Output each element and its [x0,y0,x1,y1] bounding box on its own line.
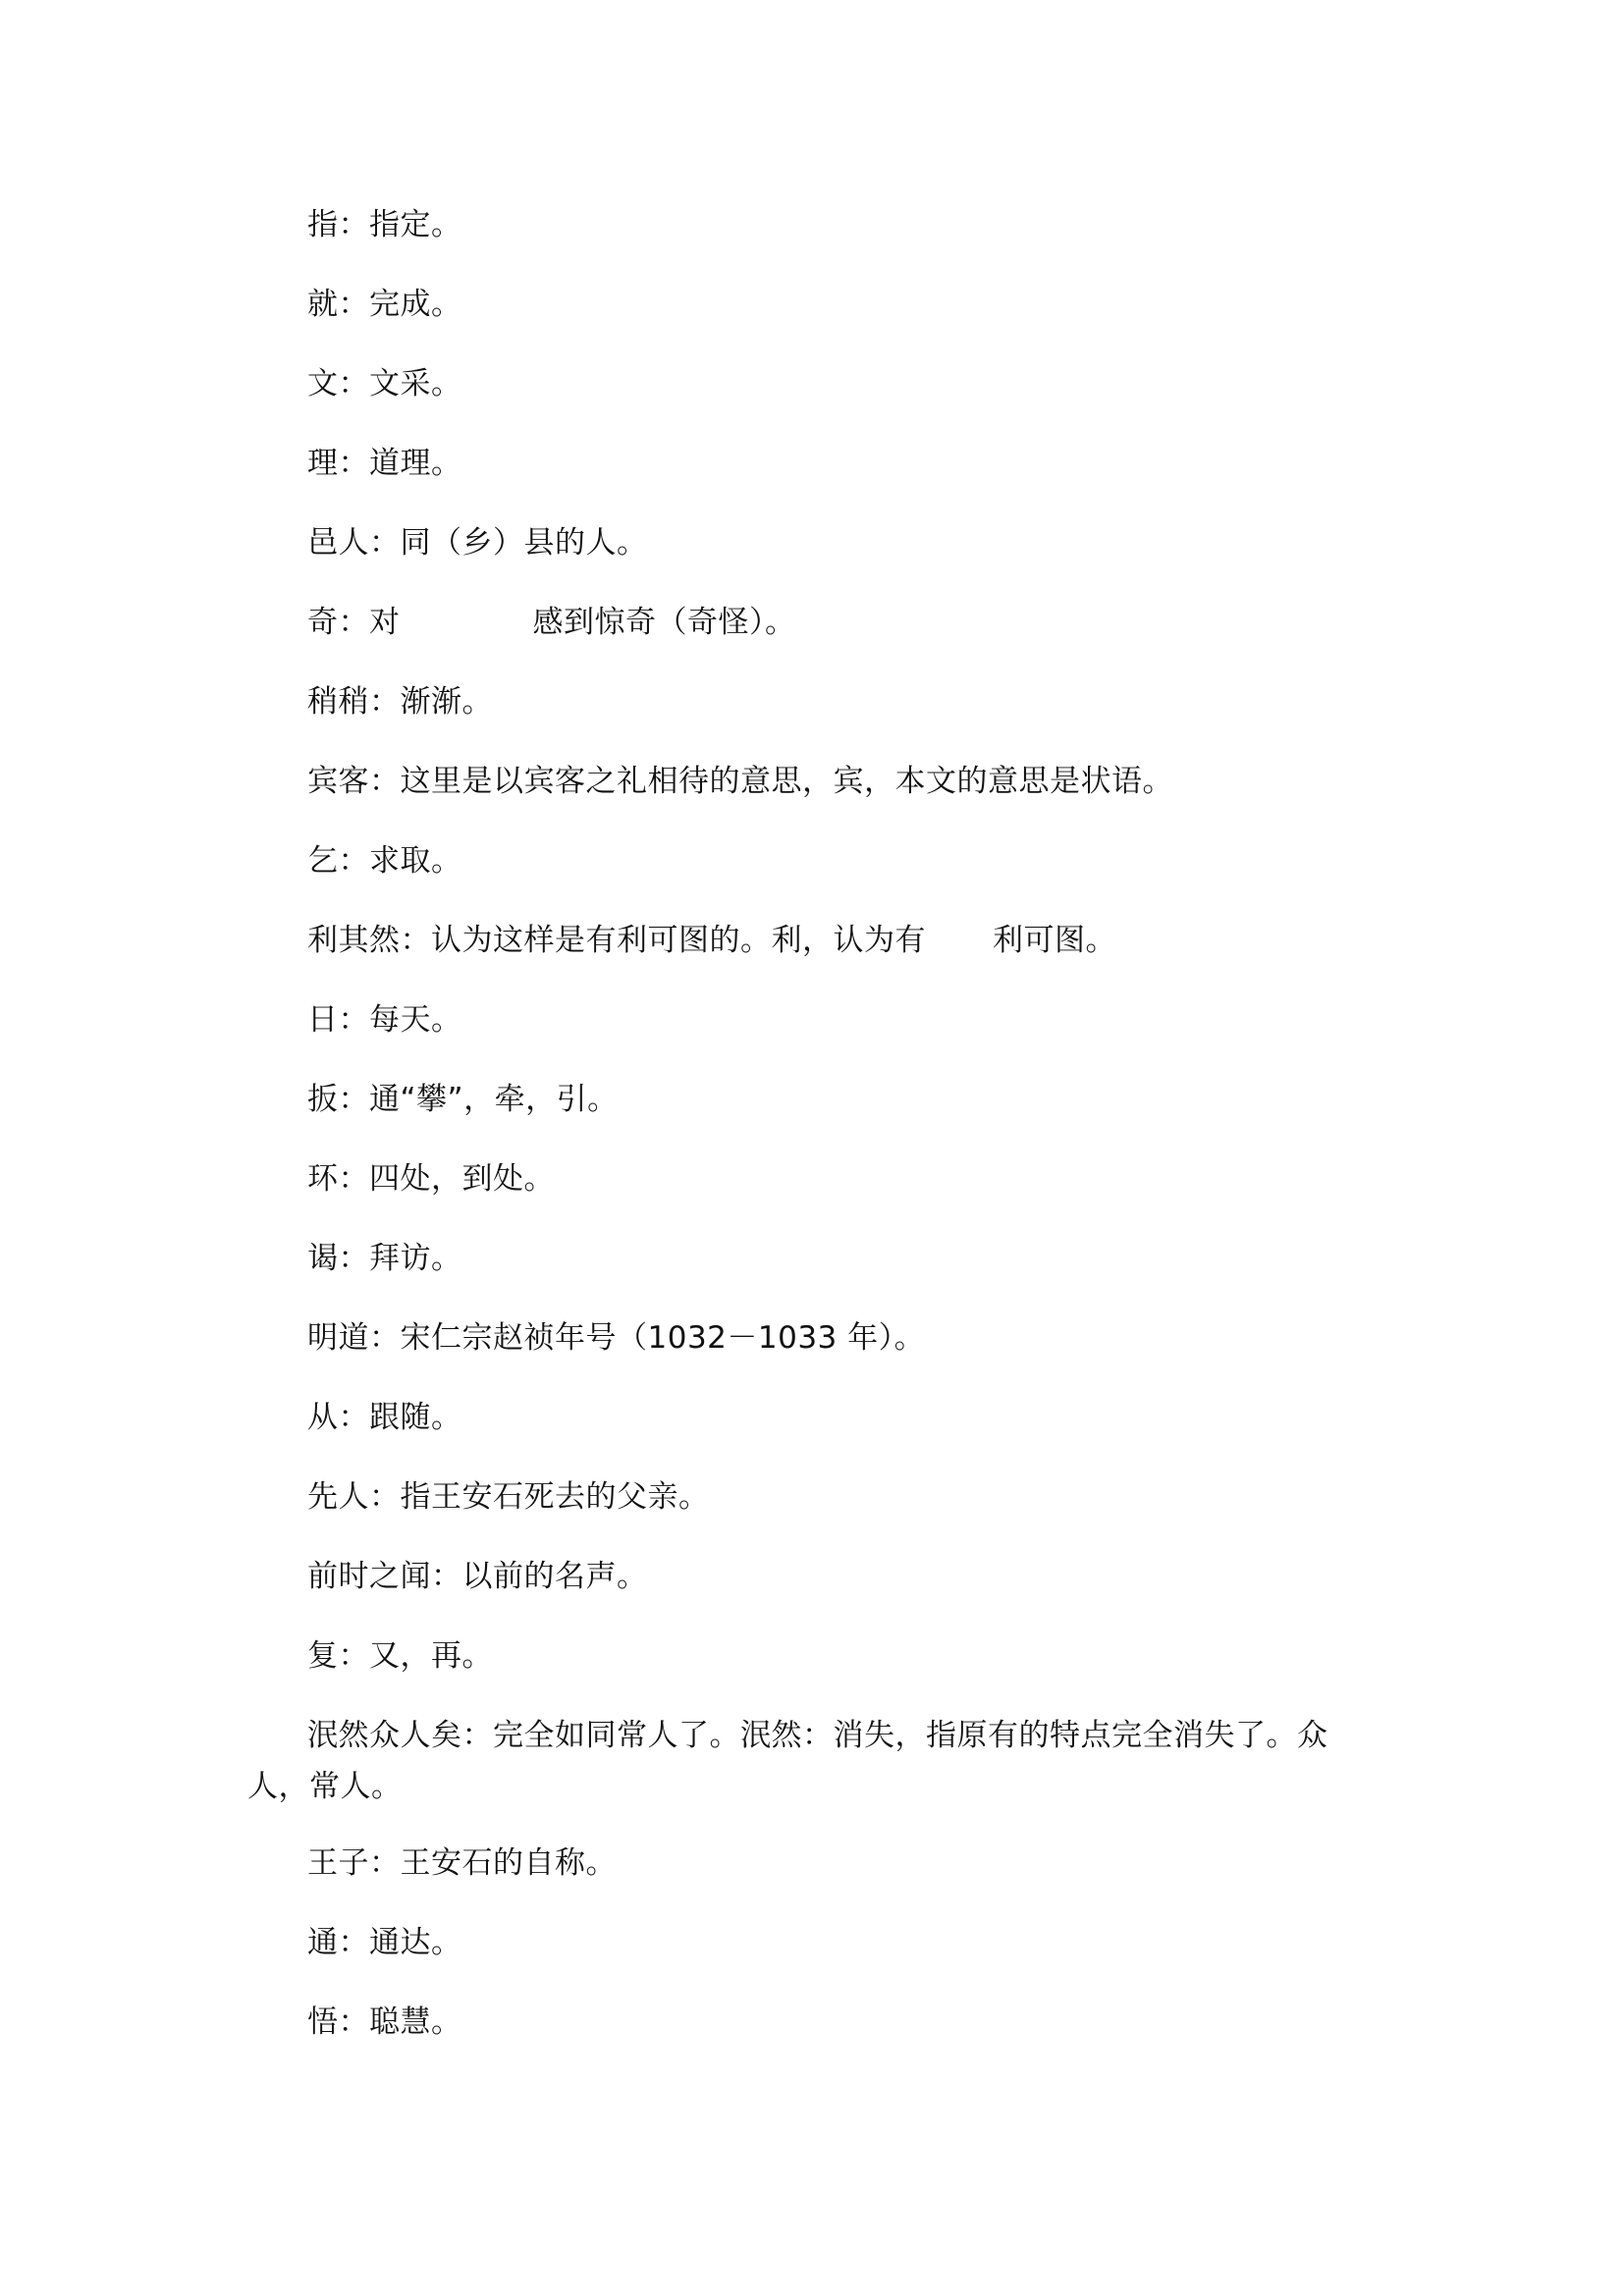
definition: 宋仁宗赵祯年号（1032－1033 年）。 [400,1320,926,1356]
term: 明道 [307,1320,369,1356]
separator: ： [338,1925,369,1960]
definition-part-b: 利可图。 [993,923,1116,958]
annotation-entry [307,1312,925,1363]
separator: ： [338,366,369,401]
term: 谒 [307,1241,339,1276]
term: 邑人 [307,525,369,561]
annotation-entry [307,1233,462,1284]
term: 复 [307,1638,339,1674]
annotation-entry [307,1917,462,1968]
separator: ： [338,1161,369,1197]
separator: ： [338,1082,369,1117]
definition: 指定。 [369,207,462,242]
term: 环 [307,1161,339,1197]
definition: 完成。 [369,287,462,322]
separator: ： [369,764,401,799]
term: 悟 [307,2004,339,2040]
definition: 拜访。 [369,1241,462,1276]
definition: 求取。 [369,843,462,879]
definition: 这里是以宾客之礼相待的意思，宾，本文的意思是状语。 [400,764,1173,799]
term: 指 [307,207,339,242]
separator: ： [369,684,401,720]
annotation-entry [307,1392,462,1443]
separator: ： [338,843,369,879]
separator: ： [338,605,369,640]
term: 前时之闻 [307,1559,431,1594]
separator: ： [461,1718,493,1753]
annotation-entry [247,1710,1386,1812]
definition: 以前的名声。 [461,1559,648,1594]
term: 就 [307,287,339,322]
definition: 完全如同常人了。泯然：消失，指原有的特点完全消失了。众人，常人。 [247,1718,1328,1804]
separator: ： [400,923,431,958]
annotation-entry [307,517,648,568]
definition: 指王安石死去的父亲。 [400,1479,710,1515]
annotation-entry [307,1551,648,1602]
separator: ： [338,1638,369,1674]
separator: ： [338,1241,369,1276]
separator: ： [338,1400,369,1435]
separator: ： [369,1479,401,1515]
definition: 通“攀”，牵，引。 [369,1082,619,1117]
term: 利其然 [307,923,401,958]
separator: ： [369,525,401,561]
term: 奇 [307,605,339,640]
term: 扳 [307,1082,339,1117]
definition: 王安石的自称。 [400,1845,617,1881]
definition-part-b: 感到惊奇（奇怪）。 [532,605,796,640]
definition: 道理。 [369,446,462,481]
annotation-entry [307,1153,555,1204]
term: 理 [307,446,339,481]
annotation-entry [307,835,462,886]
definition: 跟随。 [369,1400,462,1435]
term: 先人 [307,1479,369,1515]
separator: ： [338,1002,369,1038]
annotation-entry [307,1997,462,2048]
term: 乞 [307,843,339,879]
definition: 同（乡）县的人。 [400,525,648,561]
separator: ： [338,2004,369,2040]
definition: 聪慧。 [369,2004,462,2040]
annotation-entry [307,756,1173,807]
annotation-entry [307,676,493,727]
term: 宾客 [307,764,369,799]
annotation-entry [307,199,462,250]
term: 从 [307,1400,339,1435]
separator: ： [338,287,369,322]
term: 通 [307,1925,339,1960]
term: 文 [307,366,339,401]
term: 王子 [307,1845,369,1881]
term: 泯然众人矣 [307,1718,462,1753]
definition: 文采。 [369,366,462,401]
annotation-entry [307,358,462,409]
definition-part-a: 认为这样是有利可图的。利，认为有 [431,923,926,958]
annotation-entry [307,915,1116,966]
annotation-entry [307,279,462,330]
definition: 又，再。 [369,1638,493,1674]
annotation-entry [307,1630,493,1682]
separator: ： [369,1845,401,1881]
separator: ： [431,1559,462,1594]
definition: 四处，到处。 [369,1161,555,1197]
separator: ： [338,446,369,481]
separator: ： [338,207,369,242]
annotation-entry [307,1074,619,1125]
annotation-entry [307,597,796,648]
separator: ： [369,1320,401,1356]
annotation-entry [307,1838,617,1889]
definition: 每天。 [369,1002,462,1038]
definition: 渐渐。 [400,684,493,720]
annotation-entry [307,1471,710,1522]
annotation-entry [307,994,462,1045]
definition-part-a: 对 [369,605,401,640]
annotation-entry [307,438,462,489]
definition: 通达。 [369,1925,462,1960]
term: 日 [307,1002,339,1038]
term: 稍稍 [307,684,369,720]
